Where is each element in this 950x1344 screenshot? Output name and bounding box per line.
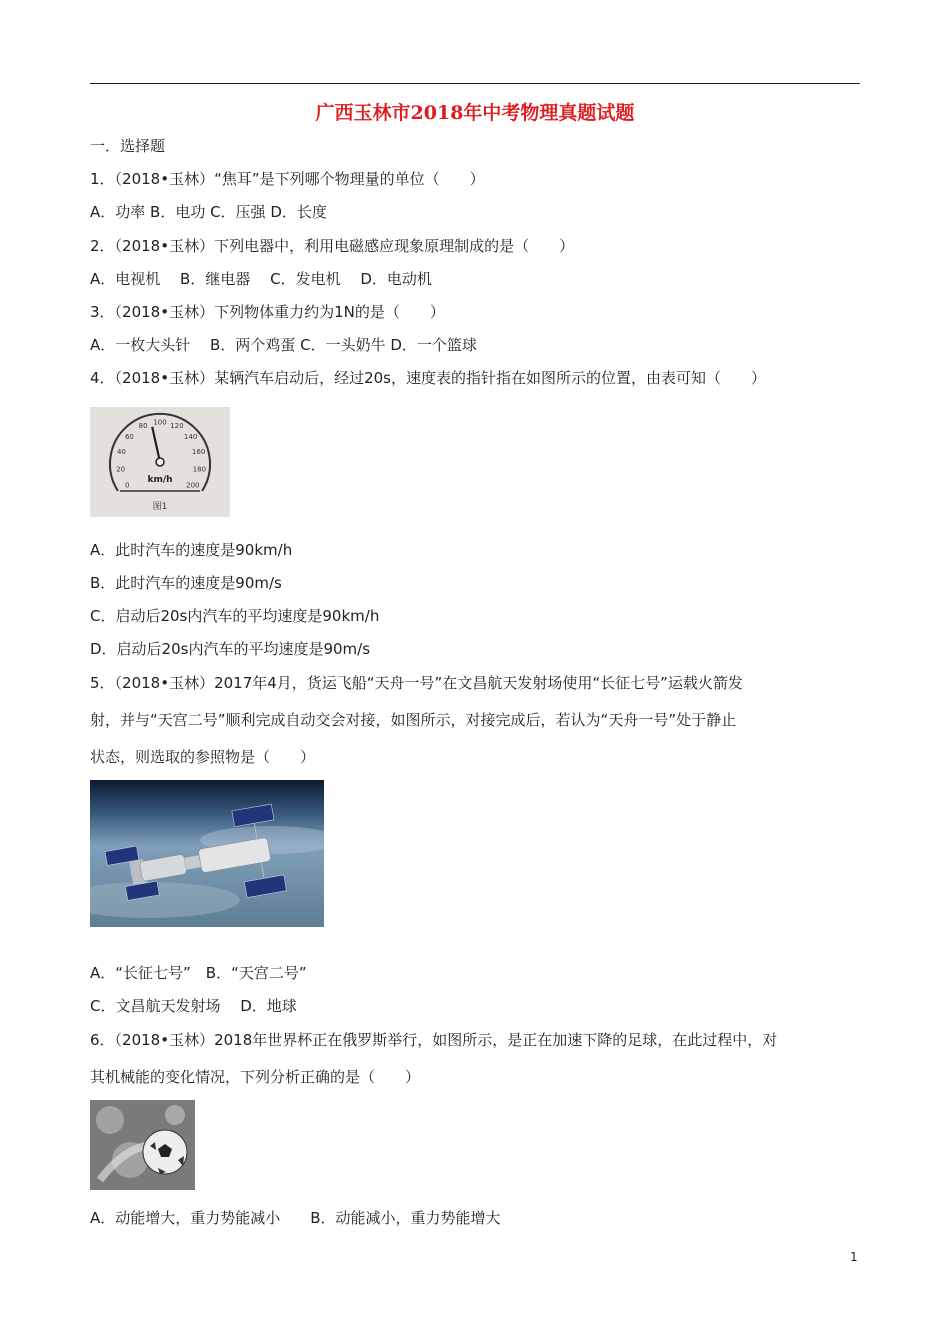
page-title: 广西玉林市2018年中考物理真题试题 <box>315 102 635 124</box>
space-station-figure <box>90 780 324 927</box>
section-heading: 一．选择题 <box>90 137 166 155</box>
tick-label-40: 40 <box>116 448 126 457</box>
q4-option-a: A．此时汽车的速度是90km/h <box>90 541 293 559</box>
tick-label-20: 20 <box>116 465 126 474</box>
q4-option-b: B．此时汽车的速度是90m/s <box>90 574 282 592</box>
needle-hub <box>156 458 164 466</box>
question-5-line1: 5．（2018•玉林）2017年4月，货运飞船“天舟一号”在文昌航天发射场使用“长征七号”运载火箭发 <box>90 674 743 692</box>
question-5-line3: 状态，则选取的参照物是（ ） <box>90 748 316 766</box>
tick-label-140: 140 <box>183 432 198 441</box>
tick-label-60: 60 <box>124 432 134 441</box>
question-3: 3．（2018•玉林）下列物体重力约为1N的是（ ） <box>90 303 445 321</box>
football-figure <box>90 1100 195 1190</box>
tick-label-100: 100 <box>153 418 167 427</box>
q4-option-d: D．启动后20s内汽车的平均速度是90m/s <box>90 640 371 658</box>
question-2: 2．（2018•玉林）下列电器中，利用电磁感应现象原理制成的是（ ） <box>90 237 575 255</box>
speedometer-figure <box>90 407 230 517</box>
q5-options-ab: A．“长征七号” B．“天宫二号” <box>90 964 307 982</box>
question-4: 4．（2018•玉林）某辆汽车启动后，经过20s，速度表的指针指在如图所示的位置，由表可知（ ） <box>90 369 766 387</box>
q1-options: A．功率 B．电功 C．压强 D．长度 <box>90 203 327 221</box>
tick-label-0: 0 <box>124 481 130 490</box>
question-6-line2: 其机械能的变化情况，下列分析正确的是（ ） <box>90 1068 421 1086</box>
tick-label-160: 160 <box>191 448 206 457</box>
unit-label: km/h <box>147 475 173 485</box>
speedometer-svg <box>90 407 230 517</box>
tick-label-120: 120 <box>170 422 184 431</box>
question-5-line2: 射，并与“天宫二号”顺利完成自动交会对接，如图所示，对接完成后，若认为“天舟一号”处于静止 <box>90 711 737 729</box>
q4-option-c: C．启动后20s内汽车的平均速度是90km/h <box>90 607 380 625</box>
tick-label-180: 180 <box>192 465 207 474</box>
header-rule <box>90 83 860 84</box>
tick-label-80: 80 <box>138 422 148 431</box>
q5-options-cd: C．文昌航天发射场 D．地球 <box>90 997 297 1015</box>
figure-caption: 图1 <box>152 502 168 512</box>
q2-options: A．电视机 B．继电器 C．发电机 D．电动机 <box>90 270 432 288</box>
q3-options: A．一枚大头针 B．两个鸡蛋 C．一头奶牛 D．一个篮球 <box>90 336 477 354</box>
speed-needle <box>152 427 160 462</box>
tick-label-200: 200 <box>186 481 200 490</box>
page-number: 1 <box>850 1250 858 1264</box>
question-6-line1: 6．（2018•玉林）2018年世界杯正在俄罗斯举行，如图所示，是正在加速下降的足球，在此过程中，对 <box>90 1031 778 1049</box>
question-1: 1．（2018•玉林）“焦耳”是下列哪个物理量的单位（ ） <box>90 170 485 188</box>
q6-options-ab: A．动能增大，重力势能减小 B．动能减小，重力势能增大 <box>90 1209 501 1227</box>
space-station-svg <box>90 780 324 927</box>
football-svg <box>90 1100 195 1190</box>
